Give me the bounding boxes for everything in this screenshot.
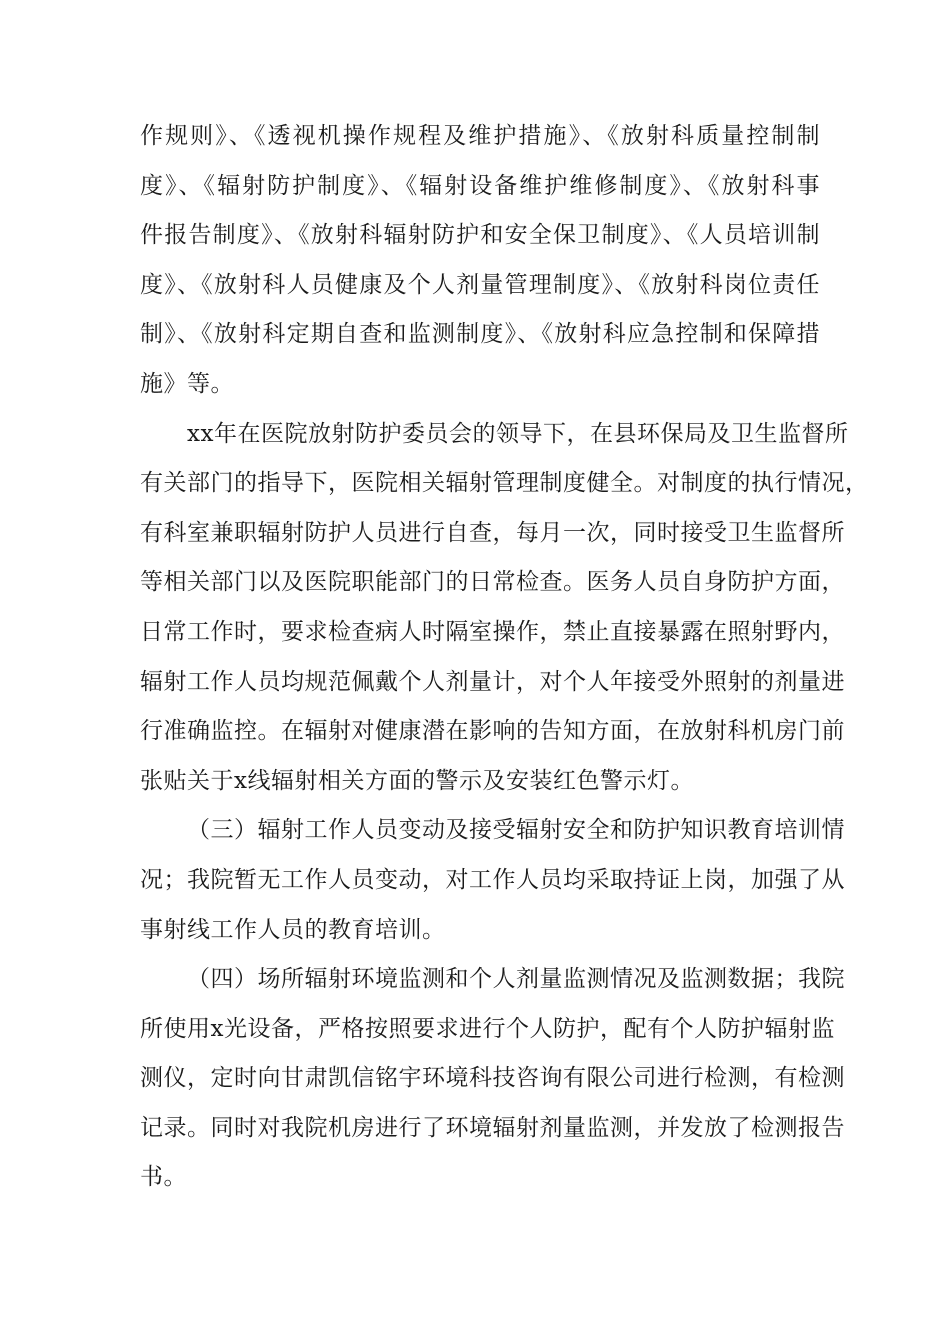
paragraph-section-four bbox=[140, 955, 845, 1203]
text-line: 件报告制度》、《放射科辐射防护和安全保卫制度》、《人员培训制 bbox=[140, 222, 820, 249]
paragraph-section-three bbox=[140, 806, 845, 955]
text-line: 有科室兼职辐射防护人员进行自查，每月一次，同时接受卫生监督所 bbox=[140, 519, 845, 546]
text-line: 行准确监控。在辐射对健康潜在影响的告知方面，在放射科机房门前 bbox=[140, 718, 845, 745]
paragraph-management-overview bbox=[140, 410, 869, 807]
text-line: 张贴关于x线辐射相关方面的警示及安装红色警示灯。 bbox=[140, 767, 694, 794]
text-line: （三）辐射工作人员变动及接受辐射安全和防护知识教育培训情 bbox=[187, 817, 845, 844]
text-line: 辐射工作人员均规范佩戴个人剂量计，对个人年接受外照射的剂量进 bbox=[140, 668, 845, 695]
text-line: 作规则》、《透视机操作规程及维护措施》、《放射科质量控制制 bbox=[140, 123, 820, 149]
text-line: 事射线工作人员的教育培训。 bbox=[140, 916, 446, 943]
text-line: 况；我院暂无工作人员变动，对工作人员均采取持证上岗，加强了从 bbox=[140, 866, 845, 893]
text-line: 制》、《放射科定期自查和监测制度》、《放射科应急控制和保障措 bbox=[140, 321, 820, 348]
text-line: 测仪，定时向甘肃凯信铭宇环境科技咨询有限公司进行检测，有检测 bbox=[140, 1065, 845, 1092]
text-line: 有关部门的指导下，医院相关辐射管理制度健全。对制度的执行情况， bbox=[140, 470, 869, 497]
text-line: 记录。同时对我院机房进行了环境辐射剂量监测，并发放了检测报告 bbox=[140, 1114, 845, 1141]
text-line: 所使用x光设备，严格按照要求进行个人防护，配有个人防护辐射监 bbox=[140, 1015, 835, 1042]
text-line: 施》等。 bbox=[140, 370, 234, 397]
text-line: 等相关部门以及医院职能部门的日常检查。医务人员自身防护方面， bbox=[140, 569, 845, 596]
text-line: 日常工作时，要求检查病人时隔室操作，禁止直接暴露在照射野内， bbox=[140, 618, 845, 645]
text-line: xx年在医院放射防护委员会的领导下，在县环保局及卫生监督所 bbox=[187, 420, 849, 447]
paragraph-regulations-list bbox=[140, 112, 820, 410]
text-line: 书。 bbox=[140, 1164, 187, 1191]
text-line: 度》、《放射科人员健康及个人剂量管理制度》、《放射科岗位责任 bbox=[140, 271, 820, 298]
text-line: （四）场所辐射环境监测和个人剂量监测情况及监测数据；我院 bbox=[187, 966, 845, 993]
text-line: 度》、《辐射防护制度》、《辐射设备维护维修制度》、《放射科事 bbox=[140, 172, 820, 199]
document-body bbox=[140, 112, 869, 1203]
